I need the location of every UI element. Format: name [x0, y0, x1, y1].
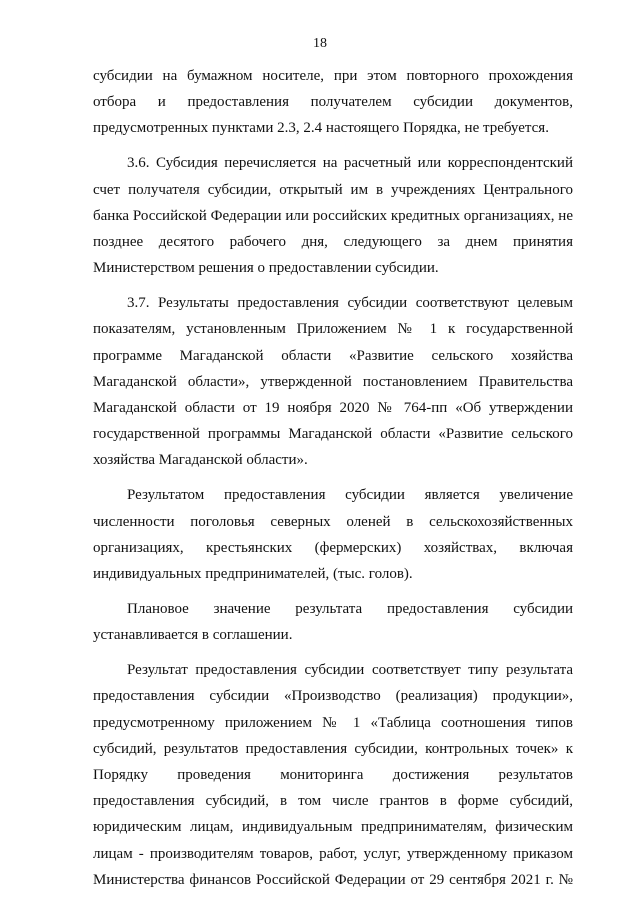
paragraph-continuation: субсидии на бумажном носителе, при этом повторного прохождения отбора и предоставления получателем субсидии документов, предусмотренных пунктами 2.3, 2.4 настоящего Порядка, не требуется. — [93, 68, 573, 137]
paragraph-result: Результатом предоставления субсидии является увеличение численности поголовья северных оленей в сельскохозяйственных организациях, крестьянских (фермерских) хозяйствах, включая индивидуальных предпринимателей, (тыс. голов). — [93, 487, 573, 583]
paragraph-result-type: Результат предоставления субсидии соответствует типу результата предоставления субсидии «Производство (реализация) продукции», предусмотренному приложением № 1 «Таблица соотношения типов субсидий, результатов предоставления субсидии, контрольных точек» к Порядку проведения мониторинга достижения результатов предоставления субсидий, в том числе грантов в форме субсидий, юридическим лицам, индивидуальным предпринимателям, физическим лицам - производителям товаров, работ, услуг, утвержденному приказом Министерства финансов Российской Федерации от 29 сентября 2021 г. № — [93, 662, 573, 888]
paragraph-3-6: 3.6. Субсидия перечисляется на расчетный или корреспондентский счет получателя субсидии, открытый им в учреждениях Центрального банка Российской Федерации или российских кредитных организациях, не позднее десятого рабочего дня, следующего за днем принятия Министерством решения о предоставлении субсидии. — [93, 155, 573, 277]
paragraph-planned-value: Плановое значение результата предоставления субсидии устанавливается в соглашении. — [93, 601, 573, 644]
document-body — [93, 63, 573, 893]
paragraph-3-7: 3.7. Результаты предоставления субсидии соответствуют целевым показателям, установленным Приложением № 1 к государственной программе Магаданской области «Развитие сельского хозяйства Магаданской области», утвержденной постановлением Правительства Магаданской области от 19 ноября 2020 № 764-пп «Об утверждении государственной программы Магаданской области «Развитие сельского хозяйства Магаданской области». — [93, 295, 573, 469]
page-number: 18 — [313, 36, 327, 51]
